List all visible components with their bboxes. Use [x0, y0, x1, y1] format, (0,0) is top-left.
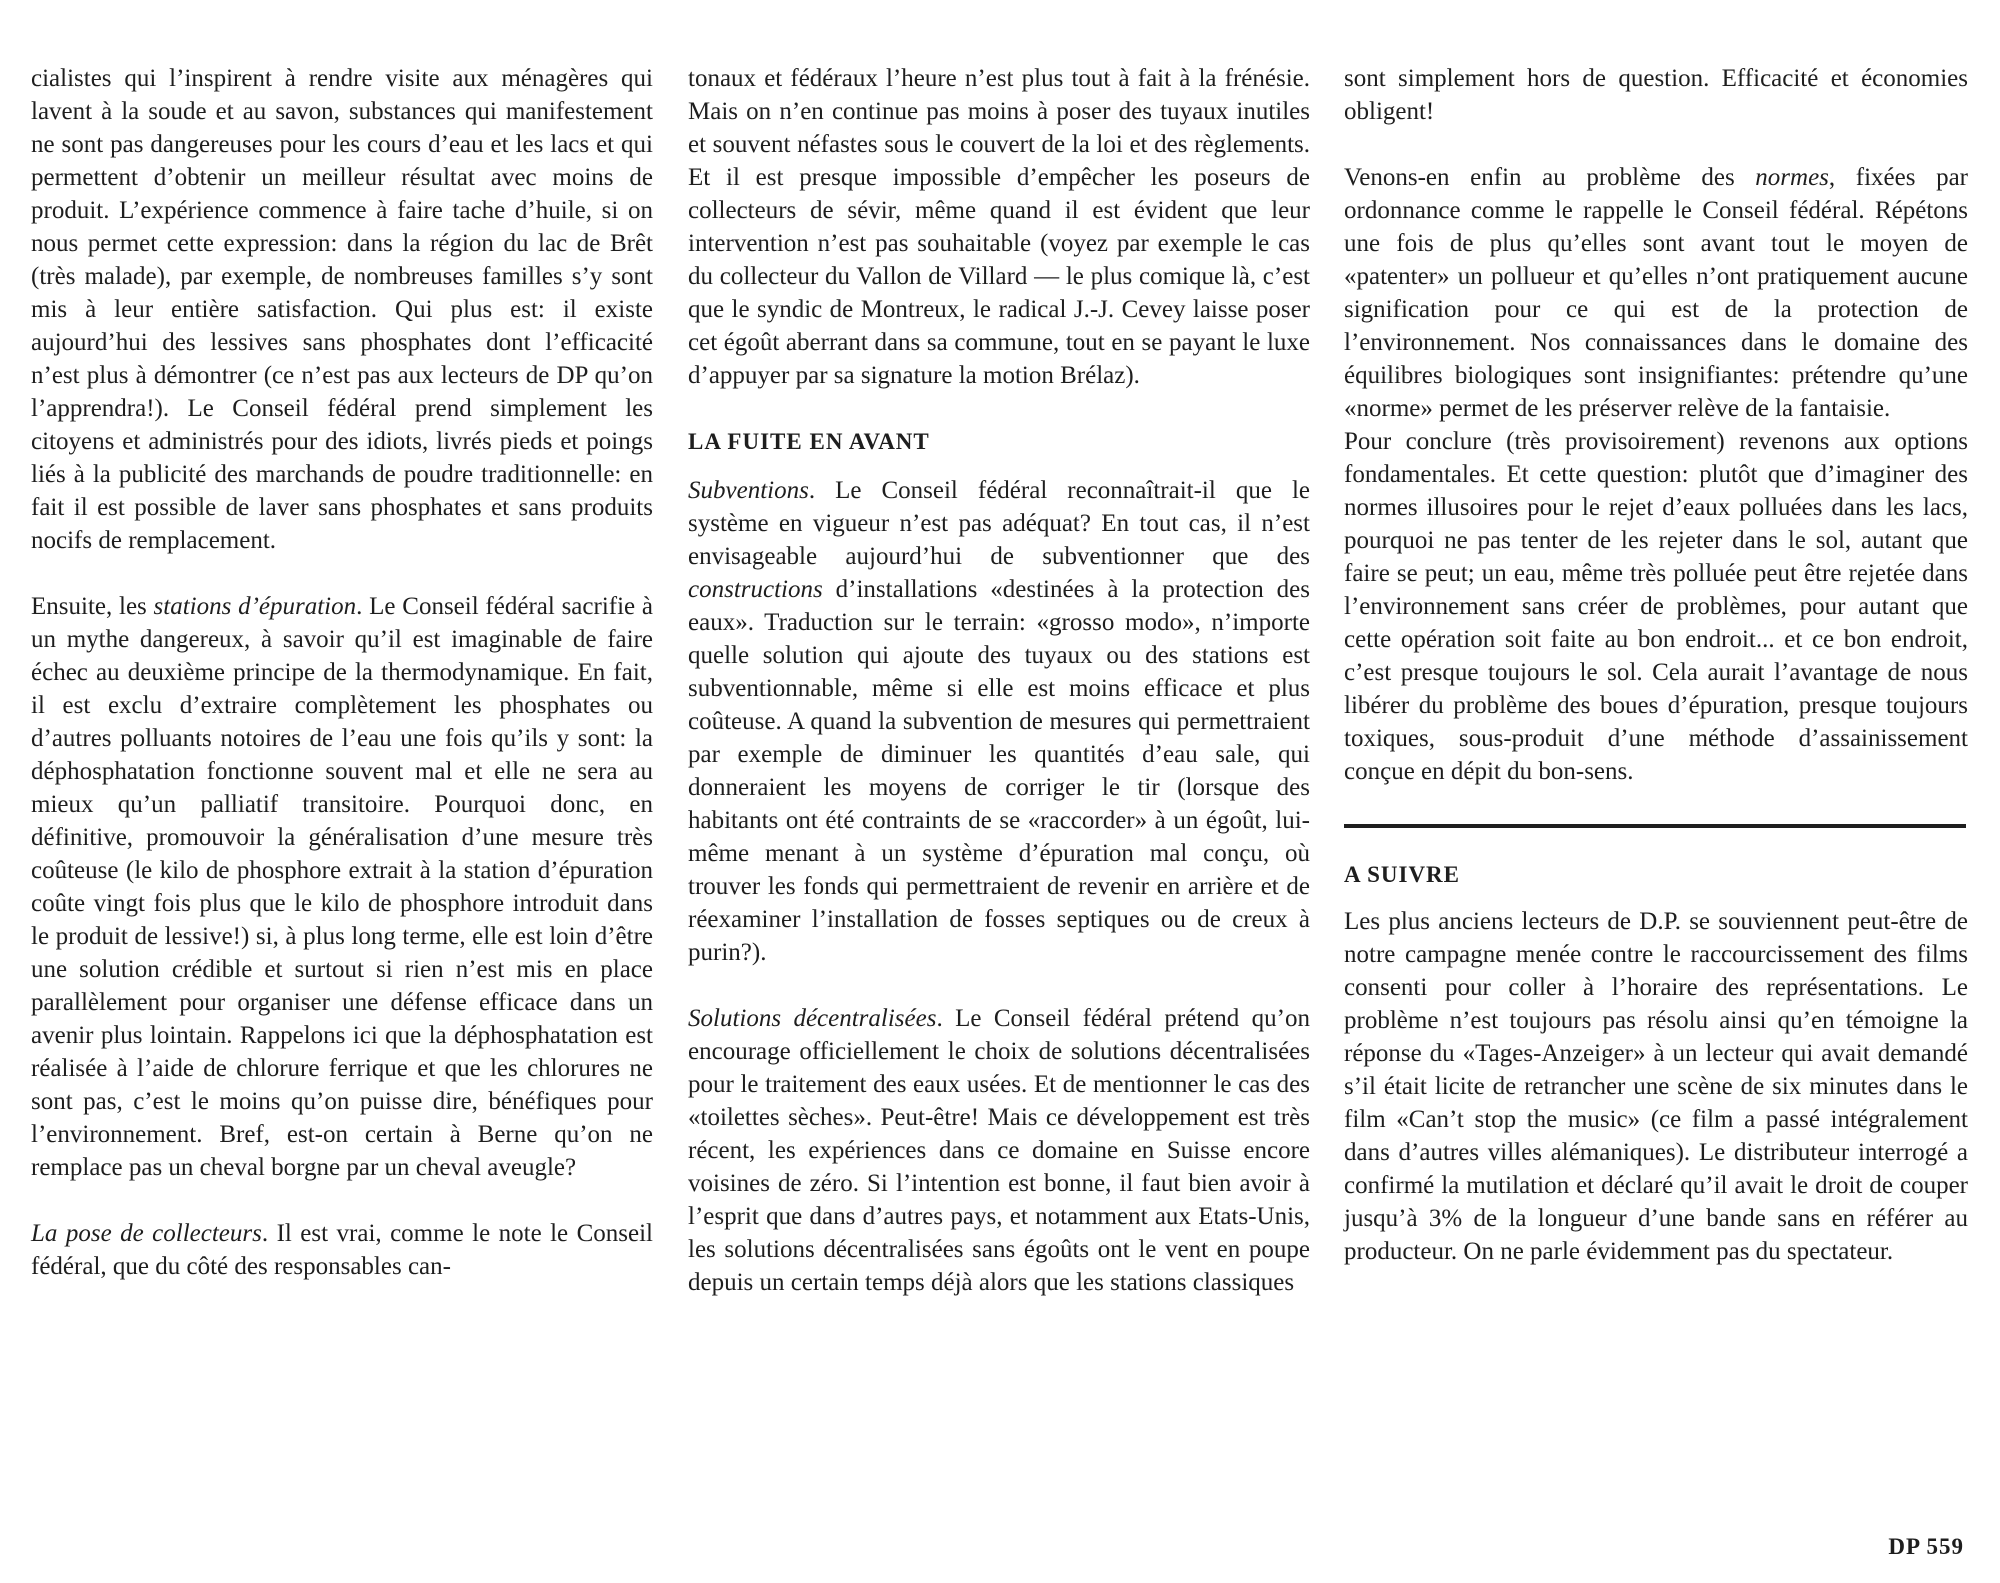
- paragraph-stations: Ensuite, les stations d’épuration. Le Conseil fédéral sacrifie à un mythe dangereux, à savoir qu’il est imaginable de faire échec au deuxième principe de la thermodynamique. En fait, il est exclu d’extraire complètement les phosphates ou d’autres polluants notoires de l’eau une fois qu’ils y sont: la déphosphatation fonctionne souvent mal et elle ne sera au mieux qu’un palliatif transitoire. Pourquoi donc, en définitive, promouvoir la généralisation d’une mesure très coûteuse (le kilo de phosphore extrait à la station d’épuration coûte vingt fois plus que le kilo de phosphore introduit dans le produit de lessive!) si, à plus long terme, elle est loin d’être une solution crédible et surtout si rien n’est mis en place parallèlement pour organiser une défense efficace dans un avenir plus lointain. Rappelons ici que la déphosphatation est réalisée à l’aide de chlorure ferrique et que les chlorures ne sont pas, c’est le moins qu’on puisse dire, bénéfiques pour l’environnement. Bref, est-on certain à Berne qu’on ne remplace pas un cheval borgne par un cheval aveugle?: [31, 593, 653, 1181]
- column-2: [688, 62, 1310, 1299]
- italic-term: stations d’épuration: [153, 593, 357, 620]
- italic-term: Solutions décentralisées: [688, 1005, 937, 1032]
- paragraph-a-suivre: Les plus anciens lecteurs de D.P. se souviennent peut-être de notre campagne menée contre le raccourcissement des films consenti pour coller à l’horaire des représentations. Le problème n’est toujours pas résolu ainsi qu’en témoigne la réponse du «Tages-Anzeiger» à un lecteur qui avait demandé s’il était licite de retrancher une scène de six minutes dans le film «Can’t stop the music» (ce film a passé intégralement dans d’autres villes alémaniques). Le distributeur interrogé a confirmé la mutilation et déclaré qu’il avait le droit de couper jusqu’à 3% de la longueur d’une bande sans en référer au producteur. On ne parle évidemment pas du spectateur.: [1344, 908, 1968, 1265]
- section-divider: [1344, 824, 1966, 828]
- section-heading: A SUIVRE: [1344, 862, 1461, 887]
- page-number: DP 559: [1888, 1534, 1964, 1559]
- paragraph: sont simplement hors de question. Efficacité et économies obligent!: [1344, 65, 1968, 125]
- paragraph-conclure: Pour conclure (très provisoirement) revenons aux options fondamentales. Et cette question: plutôt que d’imaginer des normes illusoires pour le rejet d’eaux polluées dans les lacs, pourquoi ne pas tenter de les rejeter dans le sol, autant que faire se peut; un eau, même très polluée peut être rejetée dans l’environnement sans créer de problèmes, pour autant que cette opération soit faite au bon endroit... et ce bon endroit, c’est presque toujours le sol. Cela aurait l’avantage de nous libérer du problème des boues d’épuration, presque toujours toxiques, sous-produit d’une méthode d’assainissement conçue en dépit du bon-sens.: [1344, 428, 1968, 785]
- paragraph-collecteurs: La pose de collecteurs. Il est vrai, comme le note le Conseil fédéral, que du côté des responsables can-: [31, 1220, 653, 1280]
- paragraph: tonaux et fédéraux l’heure n’est plus tout à fait à la frénésie. Mais on n’en continue pas moins à poser des tuyaux inutiles et souvent néfastes sous le couvert de la loi et des règlements. Et il est presque impossible d’empêcher les poseurs de collecteurs de sévir, même quand il est évident que leur intervention n’est pas souhaitable (voyez par exemple le cas du collecteur du Vallon de Villard — le plus comique là, c’est que le syndic de Montreux, le radical J.-J. Cevey laisse poser cet égoût aberrant dans sa commune, tout en se payant le luxe d’appuyer par sa signature la motion Brélaz).: [688, 65, 1310, 389]
- italic-term: normes: [1755, 164, 1829, 191]
- column-3: [1344, 62, 1968, 1268]
- italic-term: Subventions: [688, 477, 809, 504]
- section-heading: LA FUITE EN AVANT: [688, 429, 930, 454]
- paragraph-normes: Venons-en enfin au problème des normes, fixées par ordonnance comme le rappelle le Conseil fédéral. Répétons une fois de plus qu’elles sont avant tout le moyen de «patenter» un pollueur et qu’elles n’ont pratiquement aucune signification pour ce qui est de la protection de l’environnement. Nos connaissances dans le domaine des équilibres biologiques sont insignifiantes: prétendre qu’une «norme» permet de les préserver relève de la fantaisie.: [1344, 164, 1968, 422]
- paragraph-solutions: Solutions décentralisées. Le Conseil fédéral prétend qu’on encourage officiellement le choix de solutions décentralisées pour le traitement des eaux usées. Et de mentionner le cas des «toilettes sèches». Peut-être! Mais ce développement est très récent, les expériences dans ce domaine en Suisse encore voisines de zéro. Si l’intention est bonne, il faut bien avoir à l’esprit que dans d’autres pays, et notamment aux Etats-Unis, les solutions décentralisées sans égoûts ont le vent en poupe depuis un certain temps déjà alors que les stations classiques: [688, 1005, 1310, 1296]
- paragraph: cialistes qui l’inspirent à rendre visite aux ménagères qui lavent à la soude et au savon, substances qui manifestement ne sont pas dangereuses pour les cours d’eau et les lacs et qui permettent d’obtenir un meilleur résultat avec moins de produit. L’expérience commence à faire tache d’huile, si on nous permet cette expression: dans la région du lac de Brêt (très malade), par exemple, de nombreuses familles s’y sont mis à leur entière satisfaction. Qui plus est: il existe aujourd’hui des lessives sans phosphates dont l’efficacité n’est plus à démontrer (ce n’est pas aux lecteurs de DP qu’on l’apprendra!). Le Conseil fédéral prend simplement les citoyens et administrés pour des idiots, livrés pieds et poings liés à la publicité des marchands de poudre traditionnelle: en fait il est possible de laver sans phosphates et sans produits nocifs de remplacement.: [31, 65, 653, 554]
- paragraph-subventions: Subventions. Le Conseil fédéral reconnaîtrait-il que le système en vigueur n’est pas adéquat? En tout cas, il n’est envisageable aujourd’hui de subventionner que des constructions d’installations «destinées à la protection des eaux». Traduction sur le terrain: «grosso modo», n’importe quelle solution qui ajoute des tuyaux ou des stations est subventionnable, même si elle est moins efficace et plus coûteuse. A quand la subvention de mesures qui permettraient par exemple de diminuer les quantités d’eau sale, qui donneraient les moyens de corriger le tir (lorsque des habitants ont été contraints de se «raccorder» à un égoût, lui-même menant à un système d’épuration mal conçu, où trouver les fonds qui permettraient de revenir en arrière et de réexaminer l’installation de fosses septiques ou de creux à purin?).: [688, 477, 1310, 966]
- italic-term: constructions: [688, 576, 823, 603]
- italic-term: La pose de collecteurs: [31, 1220, 262, 1247]
- column-1: [31, 62, 653, 1283]
